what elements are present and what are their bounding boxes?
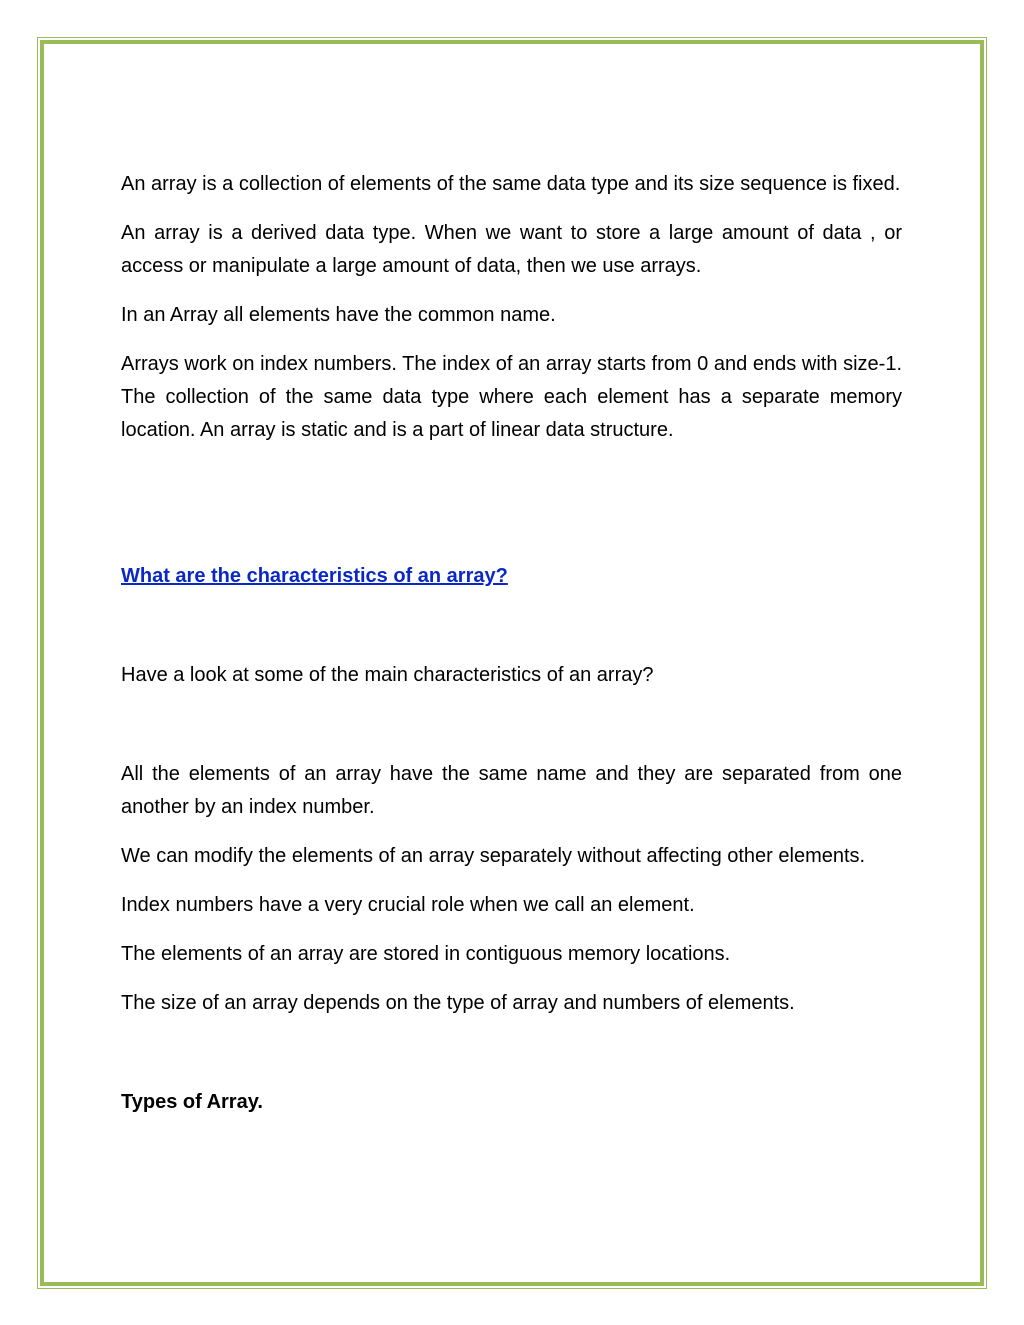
intro-paragraph-4: Arrays work on index numbers. The index of an array starts from 0 and ends with size-1. The collection of the same data type where each element has a separate memory location. An array is static and is a part of linear data structure. bbox=[121, 353, 902, 441]
intro-paragraph-3: In an Array all elements have the common name. bbox=[121, 304, 556, 326]
characteristics-heading-link[interactable]: What are the characteristics of an array? bbox=[121, 565, 508, 587]
characteristic-3: Index numbers have a very crucial role when we call an element. bbox=[121, 894, 695, 916]
characteristic-5: The size of an array depends on the type of array and numbers of elements. bbox=[121, 992, 795, 1014]
types-heading: Types of Array. bbox=[121, 1091, 263, 1113]
characteristic-2: We can modify the elements of an array separately without affecting other elements. bbox=[121, 845, 866, 867]
characteristic-4: The elements of an array are stored in contiguous memory locations. bbox=[121, 943, 731, 965]
document-body bbox=[121, 168, 902, 1119]
characteristic-1: All the elements of an array have the same name and they are separated from one another by an index number. bbox=[121, 763, 902, 818]
characteristics-intro: Have a look at some of the main characteristics of an array? bbox=[121, 664, 654, 686]
intro-paragraph-1: An array is a collection of elements of the same data type and its size sequence is fixed. bbox=[121, 173, 901, 195]
intro-paragraph-2: An array is a derived data type. When we want to store a large amount of data , or access or manipulate a large amount of data, then we use arrays. bbox=[121, 222, 902, 277]
